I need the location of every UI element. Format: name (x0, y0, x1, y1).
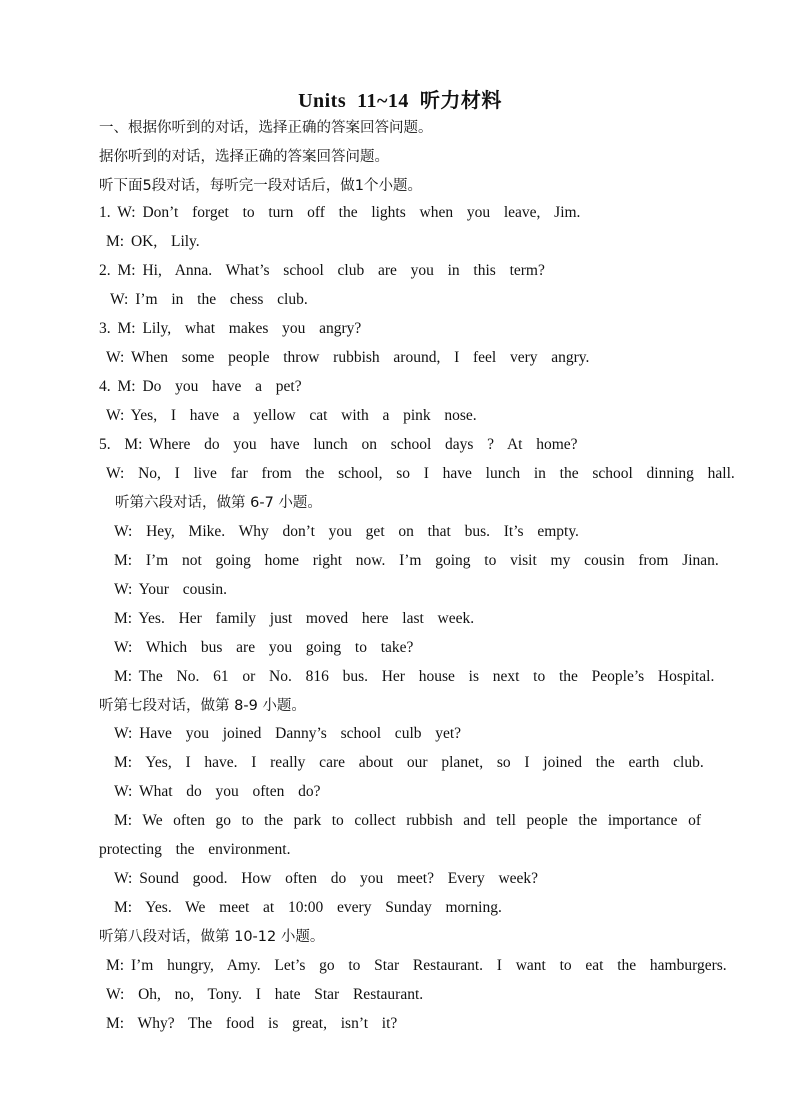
section-instruction: 听第六段对话，做第 6-7 小题。 (115, 495, 322, 511)
dialogue-line: M: OK, Lily. (106, 233, 200, 250)
dialogue-line: M: I’m hungry, Amy. Let’s go to Star Restaurant. I want to eat the hamburgers. (106, 957, 727, 974)
dialogue-line: W: Have you joined Danny’s school culb yet? (114, 725, 462, 742)
dialogue-line: 5. M: Where do you have lunch on school days ? At home? (99, 436, 578, 453)
dialogue-line: W: Oh, no, Tony. I hate Star Restaurant. (106, 986, 424, 1003)
section-instruction: 听第八段对话，做第 10-12 小题。 (99, 929, 325, 945)
dialogue-line: 4. M: Do you have a pet? (99, 378, 302, 395)
section-heading: 一、根据你听到的对话，选择正确的答案回答问题。 (99, 120, 433, 136)
dialogue-line: W: Which bus are you going to take? (114, 639, 414, 656)
instruction-line: 听下面5段对话，每听完一段对话后，做1个小题。 (99, 178, 422, 194)
section-instruction: 听第七段对话，做第 8-9 小题。 (99, 698, 306, 714)
dialogue-line: M: I’m not going home right now. I’m going to visit my cousin from Jinan. (114, 552, 719, 569)
dialogue-line: W: No, I live far from the school, so I have lunch in the school dinning hall. (106, 465, 735, 482)
dialogue-line: W: Your cousin. (114, 581, 228, 598)
dialogue-line: M: Yes, I have. I really care about our planet, so I joined the earth club. (114, 754, 704, 771)
dialogue-line: W: I’m in the chess club. (110, 291, 308, 308)
dialogue-line: M: The No. 61 or No. 816 bus. Her house is next to the People’s Hospital. (114, 668, 715, 685)
dialogue-line: 3. M: Lily, what makes you angry? (99, 320, 362, 337)
document-title: Units 11~14 听力材料 (298, 90, 502, 112)
dialogue-line: M: Why? The food is great, isn’t it? (106, 1015, 398, 1032)
instruction-line: 据你听到的对话，选择正确的答案回答问题。 (99, 149, 389, 165)
dialogue-line: M: Yes. We meet at 10:00 every Sunday morning. (114, 899, 502, 916)
dialogue-line: W: Hey, Mike. Why don’t you get on that bus. It’s empty. (114, 523, 579, 540)
dialogue-line: W: What do you often do? (114, 783, 321, 800)
dialogue-line: W: Yes, I have a yellow cat with a pink nose. (106, 407, 477, 424)
dialogue-line: M: Yes. Her family just moved here last week. (114, 610, 475, 627)
dialogue-line: 1. W: Don’t forget to turn off the lights when you leave, Jim. (99, 204, 581, 221)
dialogue-line: protecting the environment. (99, 841, 291, 858)
dialogue-line: W: When some people throw rubbish around, I feel very angry. (106, 349, 590, 366)
dialogue-line: M: We often go to the park to collect rubbish and tell people the importance of (114, 812, 701, 829)
dialogue-line: 2. M: Hi, Anna. What’s school club are you in this term? (99, 262, 545, 279)
dialogue-line: W: Sound good. How often do you meet? Every week? (114, 870, 539, 887)
